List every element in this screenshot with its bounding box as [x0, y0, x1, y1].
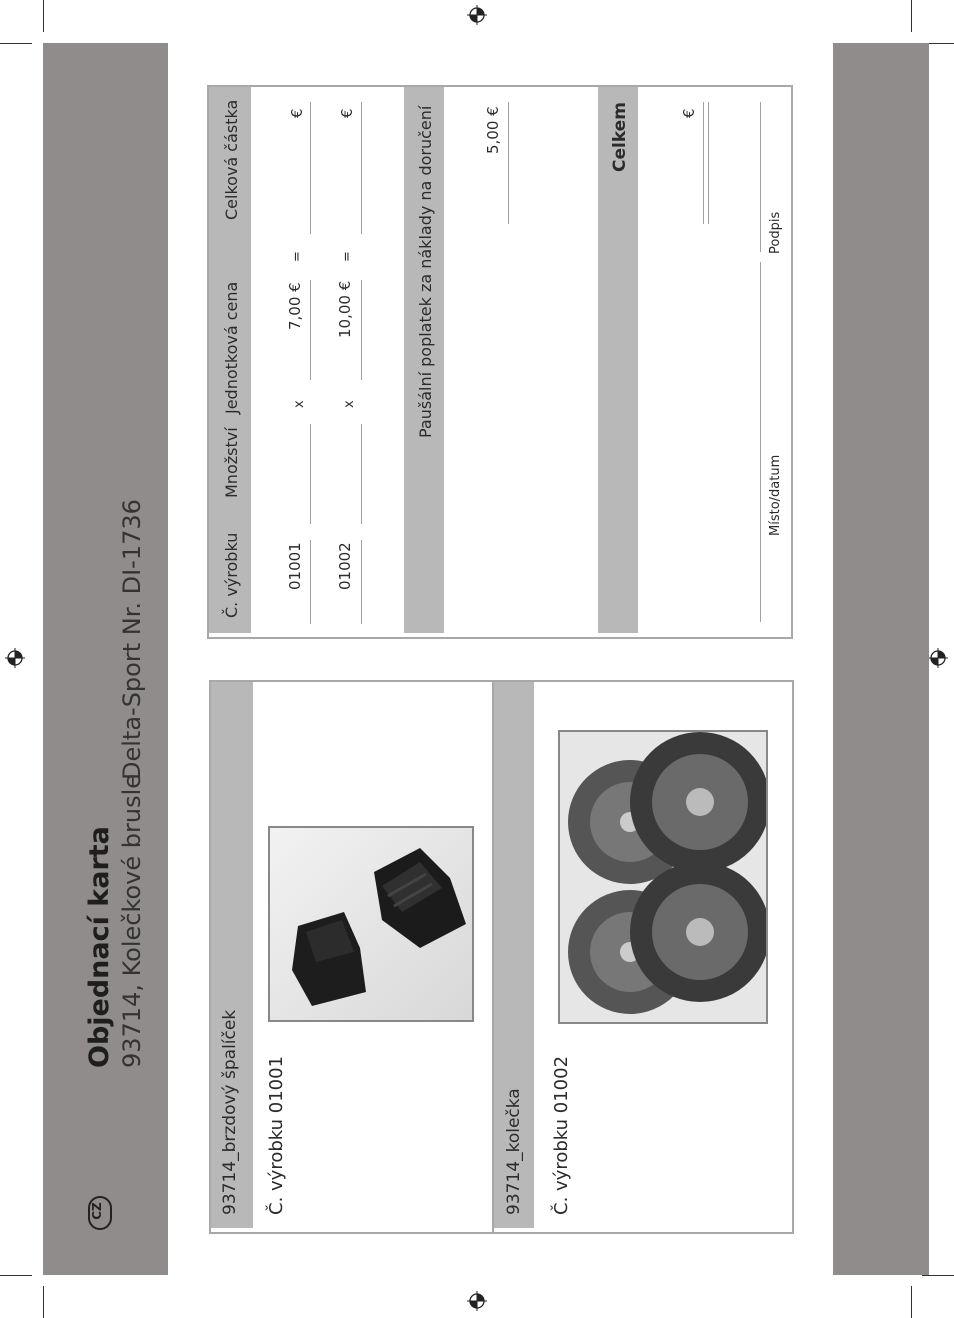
product-1-number: Č. výrobku 01001 — [266, 1055, 287, 1215]
product-2-number: Č. výrobku 01002 — [551, 1055, 572, 1215]
signature-field[interactable] — [760, 102, 761, 252]
row-2-product-no-field[interactable] — [361, 540, 362, 624]
row-2-unit-price: 10,00 € — [336, 280, 354, 338]
total-field[interactable] — [703, 102, 704, 224]
row-2-currency: € — [338, 108, 356, 118]
header-product-no: Č. výrobku — [222, 532, 241, 618]
row-1-quantity-field[interactable] — [310, 424, 311, 524]
shipping-value-line — [508, 102, 509, 224]
crop-mark — [43, 0, 44, 32]
total-label: Celkem — [610, 102, 630, 172]
shipping-value: 5,00 € — [484, 106, 502, 154]
signature-label: Podpis — [768, 211, 783, 254]
header-unit-price: Jednotková cena — [222, 281, 241, 414]
product-2-name: 93714_kolečka — [504, 1088, 524, 1215]
header-quantity: Množství — [222, 427, 241, 498]
row-1-unit-price: 7,00 € — [286, 282, 304, 330]
crop-mark — [911, 1286, 912, 1318]
row-1-unit-price-line — [310, 280, 311, 380]
subtitle-article-no: Delta-Sport Nr. DI-1736 — [118, 499, 146, 780]
subtitle-product: 93714, Kolečkové brusle — [118, 773, 146, 1068]
place-date-label: Místo/datum — [768, 454, 783, 536]
product-1-name: 93714_brzdový špalíček — [220, 1009, 240, 1215]
shipping-label: Paušální poplatek za náklady na doručení — [416, 105, 435, 438]
crop-mark — [0, 1275, 32, 1276]
crop-mark — [43, 1286, 44, 1318]
registration-mark-icon — [5, 648, 25, 668]
row-2-unit-price-line — [361, 280, 362, 380]
crop-mark — [911, 0, 912, 32]
total-field-double-line — [708, 102, 709, 224]
row-1-total-field[interactable] — [310, 102, 311, 234]
row-1-product-no: 01001 — [286, 542, 304, 590]
country-code: CZ — [90, 1202, 104, 1220]
right-band — [833, 43, 929, 1275]
row-1-product-no-field[interactable] — [310, 540, 311, 624]
registration-mark-icon — [928, 648, 948, 668]
row-2-equals: = — [340, 251, 355, 262]
left-band — [43, 43, 168, 1275]
page-title: Objednací karta — [84, 826, 115, 1068]
crop-mark — [922, 1275, 954, 1276]
row-2-quantity-field[interactable] — [361, 424, 362, 524]
total-currency: € — [680, 108, 698, 118]
wheels-photo — [558, 730, 768, 1024]
registration-mark-icon — [467, 1291, 487, 1311]
brake-pads-photo — [268, 826, 474, 1022]
row-2-times: x — [342, 400, 357, 408]
row-1-currency: € — [288, 108, 306, 118]
registration-mark-icon — [467, 5, 487, 25]
place-date-field[interactable] — [760, 262, 761, 622]
row-2-product-no: 01002 — [336, 542, 354, 590]
row-1-times: x — [292, 400, 307, 408]
row-1-equals: = — [290, 251, 305, 262]
crop-mark — [0, 43, 32, 44]
header-total: Celková částka — [222, 99, 241, 220]
row-2-total-field[interactable] — [361, 102, 362, 234]
